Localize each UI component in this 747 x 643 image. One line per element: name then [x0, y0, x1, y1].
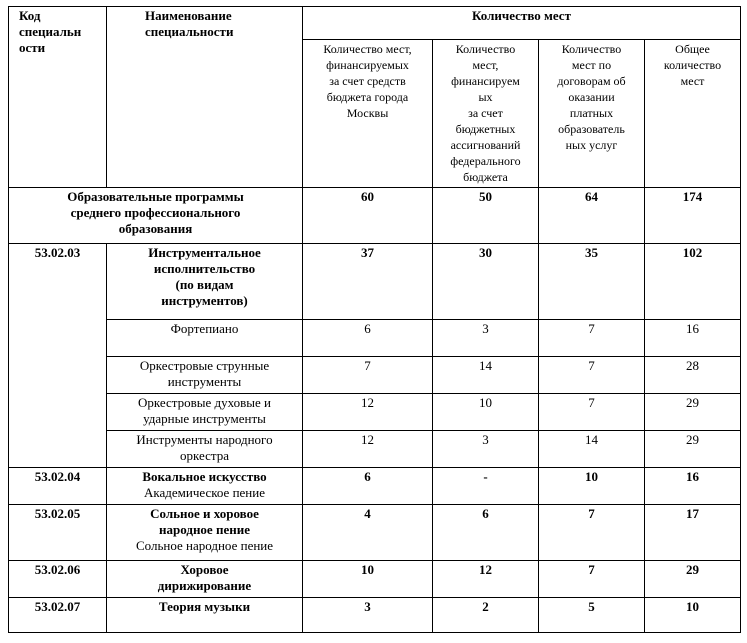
summary-label: Образовательные программы среднего профессионального образования: [9, 188, 303, 244]
specialty-code: 53.02.03: [9, 244, 107, 468]
cell-federal: 14: [433, 357, 539, 394]
header-moscow-budget: Количество мест, финансируемых за счет средств бюджета города Москвы: [303, 40, 433, 188]
specialty-code: 53.02.04: [9, 468, 107, 505]
sub-specialty-name: Оркестровые струнные инструменты: [107, 357, 303, 394]
cell-moscow: 4: [303, 505, 433, 561]
header-name-line: Наименование: [145, 8, 232, 23]
table-row: [9, 244, 741, 320]
cell-paid: 7: [539, 561, 645, 598]
cell-federal: 12: [433, 561, 539, 598]
table-row: [9, 468, 741, 505]
cell-total: 29: [645, 394, 741, 431]
cell-paid: 7: [539, 505, 645, 561]
table-row: [9, 320, 741, 357]
summary-row: [9, 188, 741, 244]
cell-moscow: 10: [303, 561, 433, 598]
cell-federal: 3: [433, 431, 539, 468]
cell-paid: 7: [539, 357, 645, 394]
cell-paid: 5: [539, 598, 645, 633]
header-code-line: ости: [19, 40, 46, 55]
header-code-line: специальн: [19, 24, 82, 39]
specialty-name: Инструментальное исполнительство (по видам инструментов): [107, 244, 303, 320]
cell-federal: 3: [433, 320, 539, 357]
cell-moscow: 12: [303, 431, 433, 468]
header-total: Общее количество мест: [645, 40, 741, 188]
table-row: [9, 431, 741, 468]
specialty-code: 53.02.05: [9, 505, 107, 561]
sub-specialty-name: Инструменты народного оркестра: [107, 431, 303, 468]
summary-moscow: 60: [303, 188, 433, 244]
cell-total: 29: [645, 431, 741, 468]
header-name: [107, 7, 303, 188]
cell-moscow: 3: [303, 598, 433, 633]
header-federal-budget: Количество мест, финансируем ых за счет бюджетных ассигнований федерального бюджета: [433, 40, 539, 188]
sub-specialty-name: Фортепиано: [107, 320, 303, 357]
cell-total: 28: [645, 357, 741, 394]
cell-federal: 6: [433, 505, 539, 561]
specialty-name: Теория музыки: [107, 598, 303, 633]
cell-moscow: 37: [303, 244, 433, 320]
cell-paid: 10: [539, 468, 645, 505]
specialty-code: 53.02.07: [9, 598, 107, 633]
table-row: [9, 394, 741, 431]
header-name-line: специальности: [145, 24, 234, 39]
cell-total: 29: [645, 561, 741, 598]
cell-paid: 14: [539, 431, 645, 468]
specialty-name: Вокальное искусство Академическое пение: [107, 468, 303, 505]
cell-total: 102: [645, 244, 741, 320]
header-code-line: Код: [19, 8, 41, 23]
specialty-name: Сольное и хоровое народное пение Сольное народное пение: [107, 505, 303, 561]
specialty-name: Хоровое дирижирование: [107, 561, 303, 598]
header-code: [9, 7, 107, 188]
table-row: [9, 505, 741, 561]
cell-federal: 10: [433, 394, 539, 431]
cell-paid: 35: [539, 244, 645, 320]
cell-total: 17: [645, 505, 741, 561]
cell-total: 10: [645, 598, 741, 633]
table-row: [9, 598, 741, 633]
summary-federal: 50: [433, 188, 539, 244]
cell-moscow: 6: [303, 468, 433, 505]
sub-specialty-name: Оркестровые духовые и ударные инструменты: [107, 394, 303, 431]
header-places: Количество мест: [303, 7, 741, 40]
summary-paid: 64: [539, 188, 645, 244]
cell-federal: -: [433, 468, 539, 505]
header-row-1: [9, 7, 741, 40]
cell-moscow: 6: [303, 320, 433, 357]
header-paid-contracts: Количество мест по договорам об оказании платных образователь ных услуг: [539, 40, 645, 188]
specialty-code: 53.02.06: [9, 561, 107, 598]
table-row: [9, 561, 741, 598]
admissions-table: [8, 6, 741, 633]
cell-federal: 2: [433, 598, 539, 633]
cell-federal: 30: [433, 244, 539, 320]
cell-paid: 7: [539, 394, 645, 431]
cell-moscow: 12: [303, 394, 433, 431]
cell-total: 16: [645, 468, 741, 505]
cell-total: 16: [645, 320, 741, 357]
table-row: [9, 357, 741, 394]
summary-total: 174: [645, 188, 741, 244]
cell-paid: 7: [539, 320, 645, 357]
cell-moscow: 7: [303, 357, 433, 394]
